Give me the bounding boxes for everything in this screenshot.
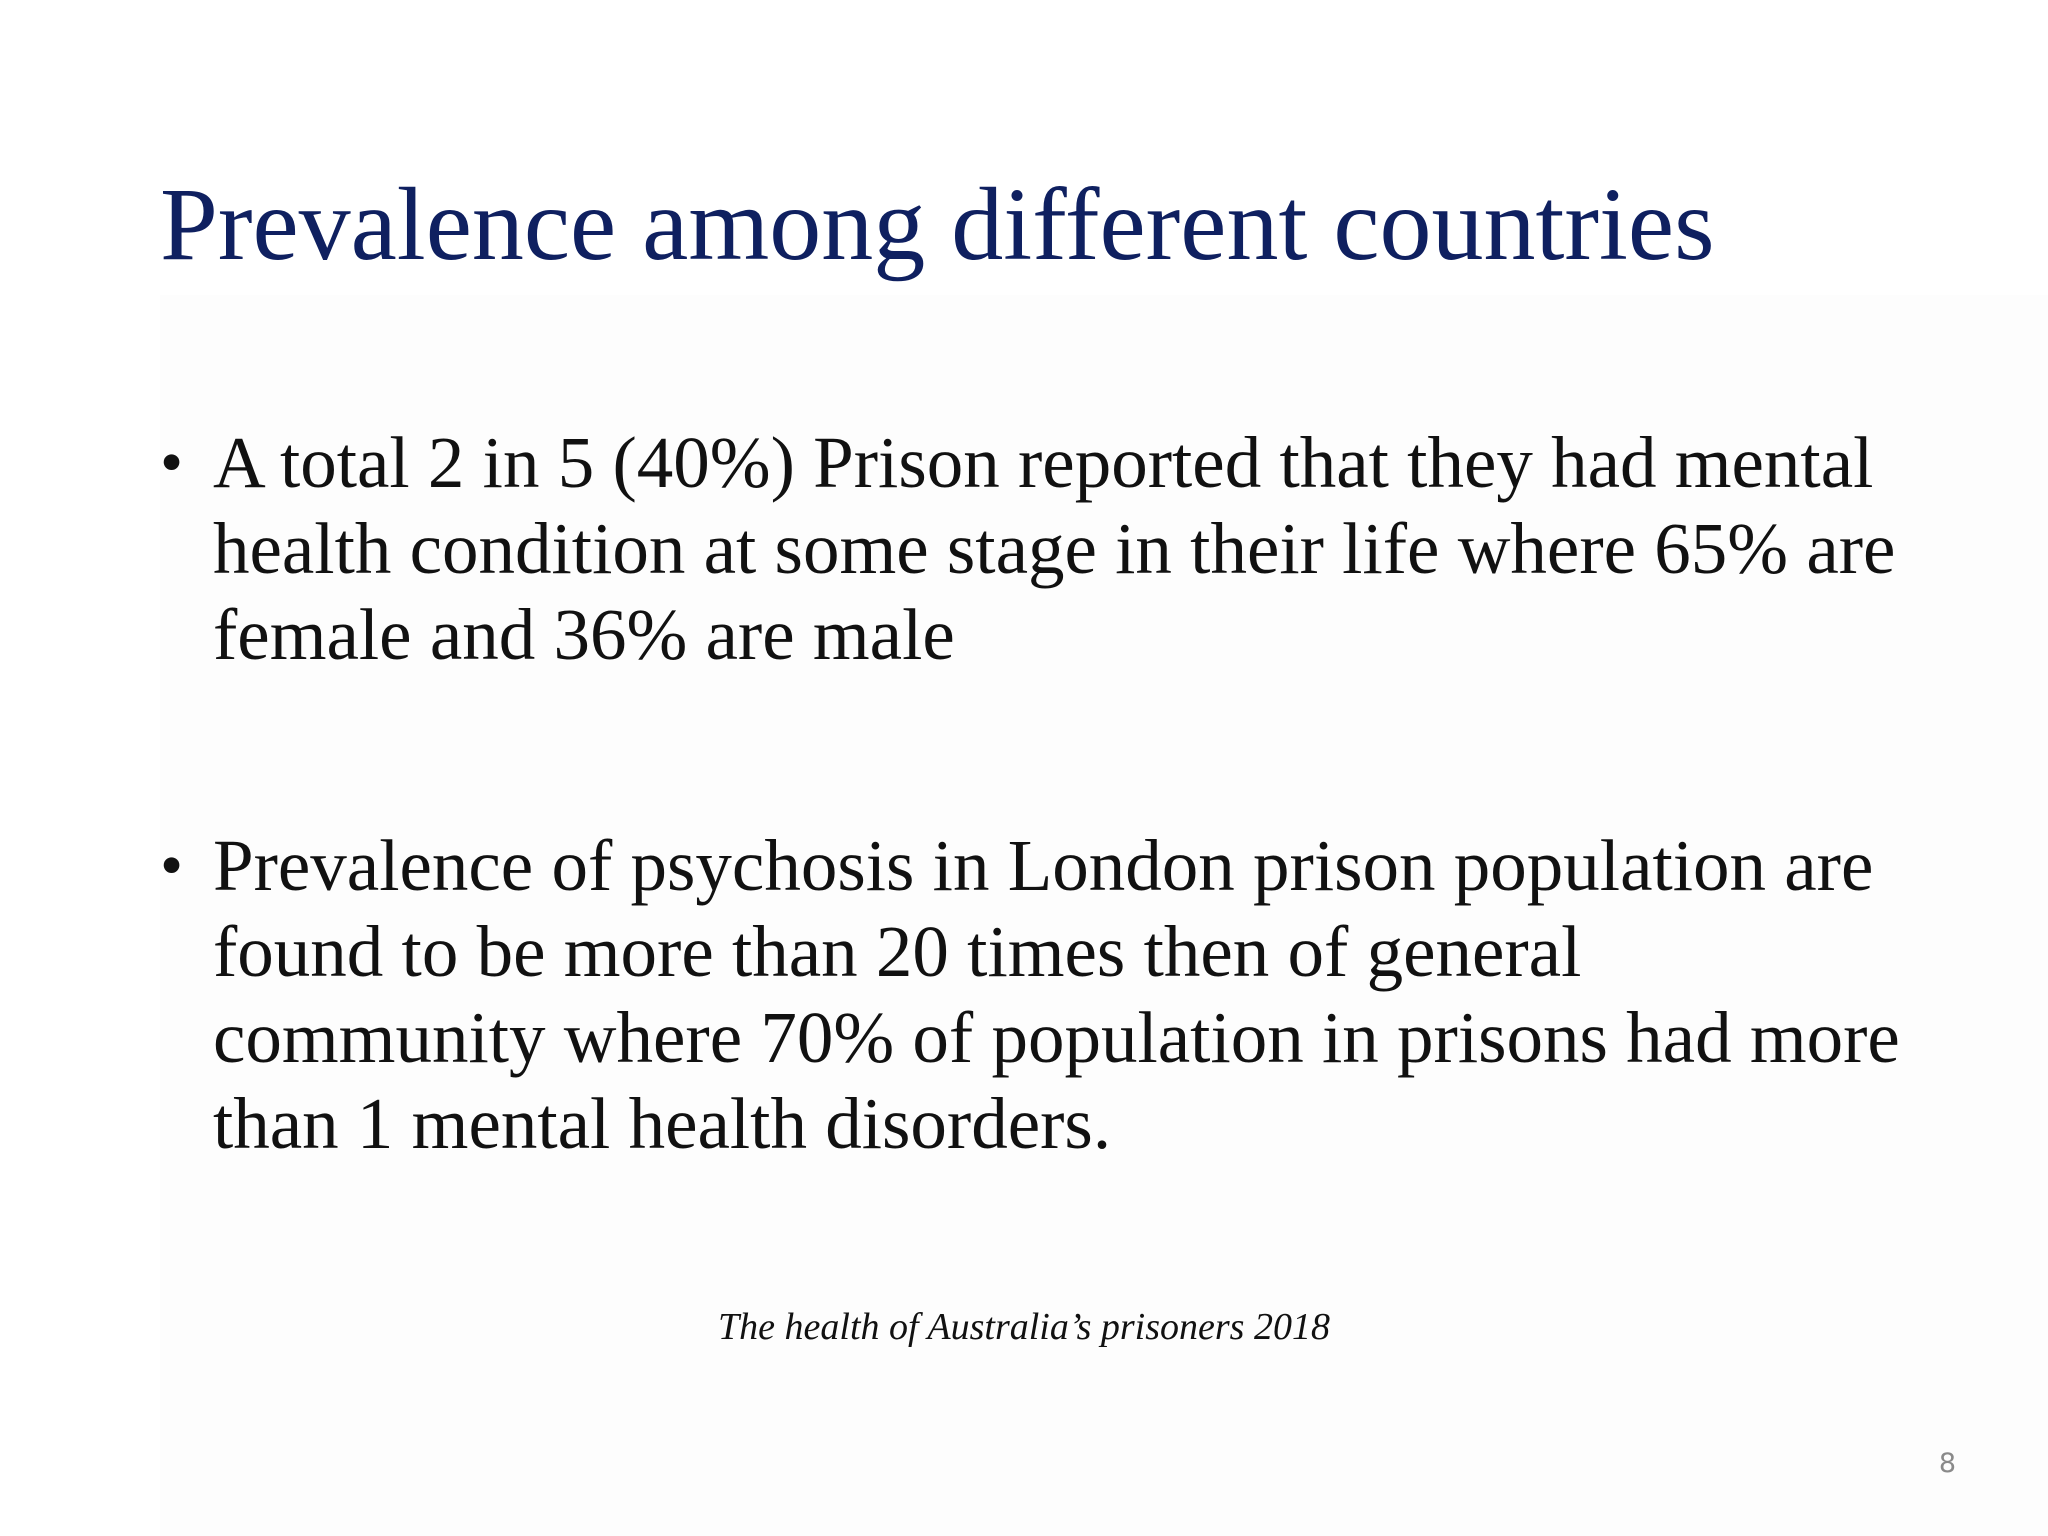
slide-title: Prevalence among different countries (160, 167, 1715, 282)
bullet-text: Prevalence of psychosis in London prison population are found to be more than 20 times then of general community where 70% of population in prisons had more than 1 mental health disorders. (213, 825, 1900, 1164)
source-citation: The health of Australia’s prisoners 2018 (718, 1306, 1330, 1348)
page-number: 8 (1938, 1448, 1956, 1479)
bullet-item (160, 823, 1920, 1167)
bullet-text: A total 2 in 5 (40%) Prison reported that they had mental health condition at some stage in their life where 65% are female and 36% are male (213, 422, 1896, 675)
bullet-marker: • (160, 829, 184, 902)
bullet-list (160, 420, 1920, 1167)
bullet-marker: • (160, 426, 184, 499)
bullet-item (160, 420, 1920, 678)
